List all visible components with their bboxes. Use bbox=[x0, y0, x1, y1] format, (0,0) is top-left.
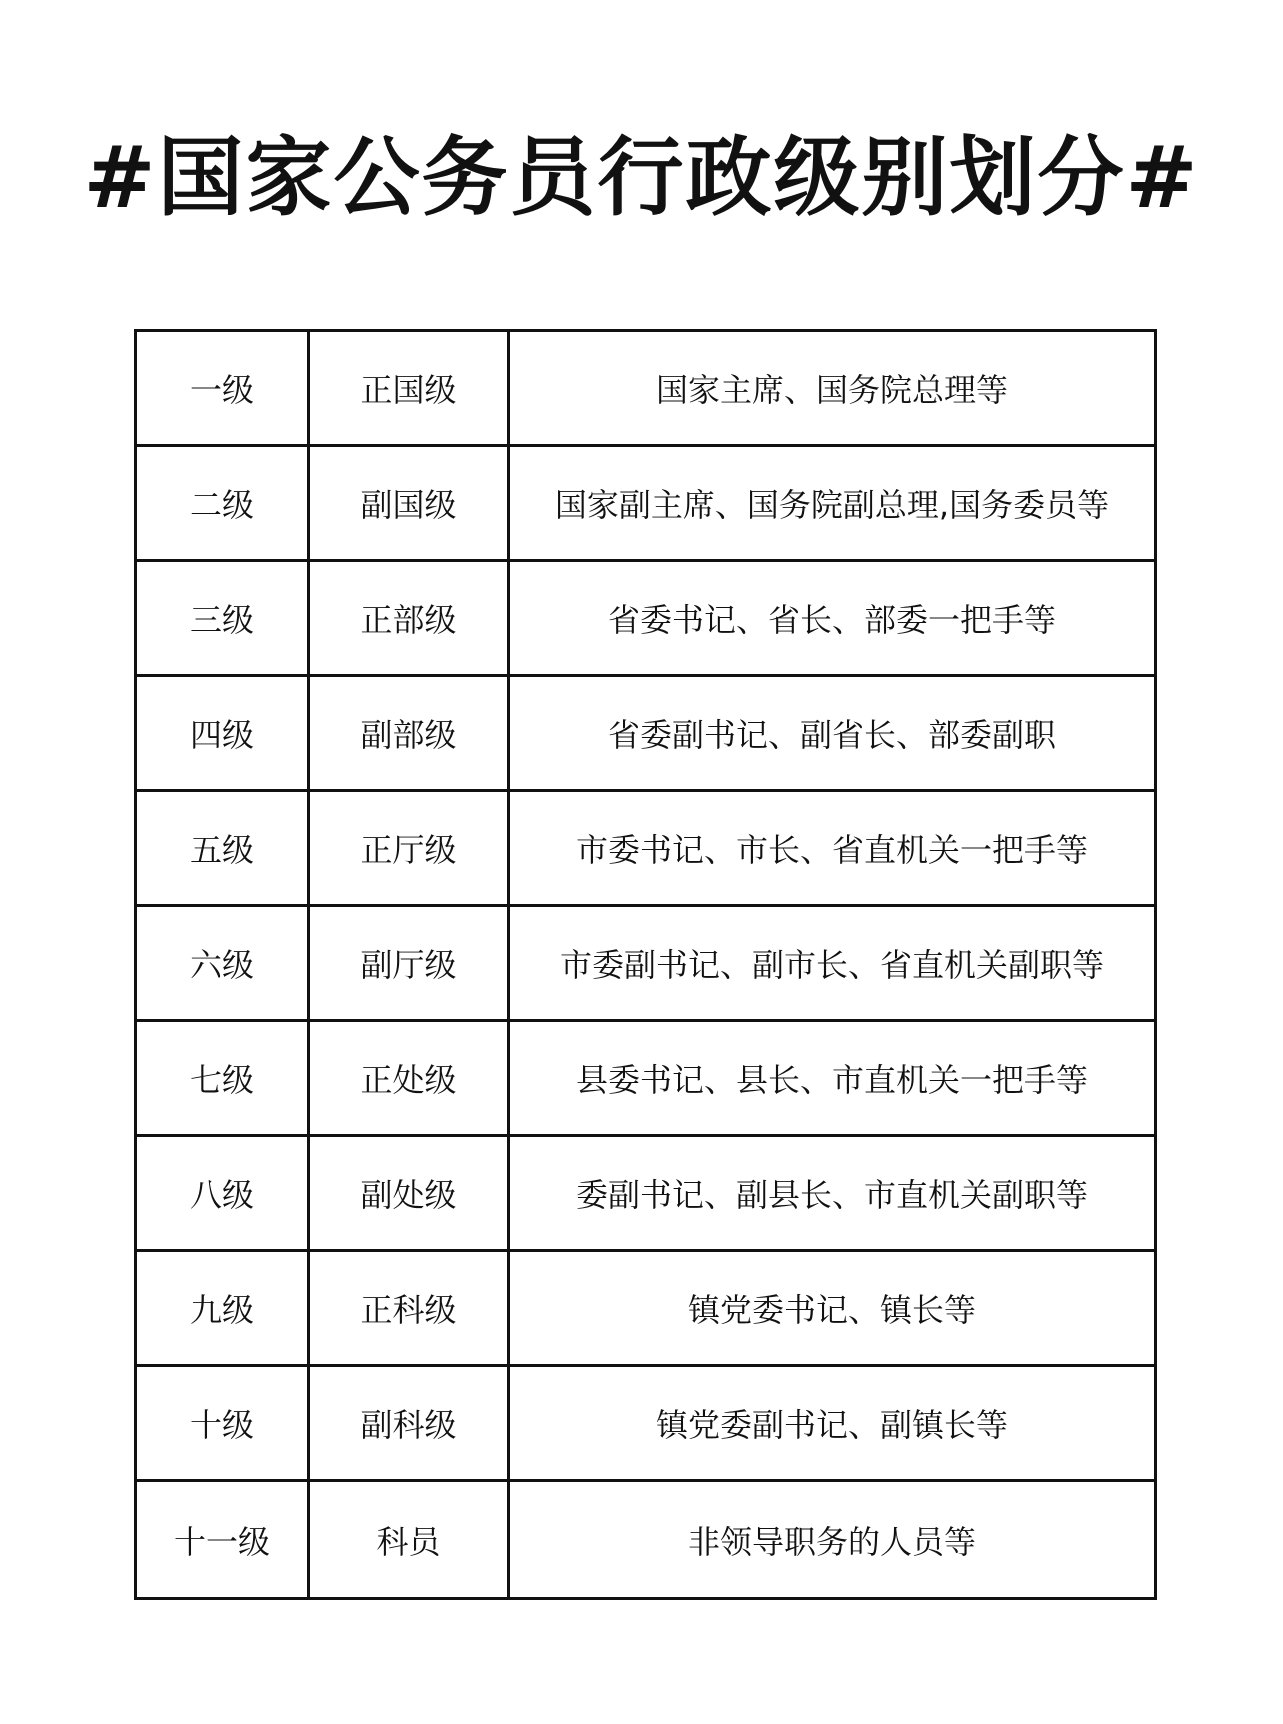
positions-cell: 国家副主席、国务院副总理,国务委员等 bbox=[509, 446, 1156, 561]
grade-cell: 正科级 bbox=[309, 1251, 509, 1366]
positions-cell: 县委书记、县长、市直机关一把手等 bbox=[509, 1021, 1156, 1136]
grade-cell: 副处级 bbox=[309, 1136, 509, 1251]
table-row bbox=[136, 791, 1156, 906]
grade-cell: 正处级 bbox=[309, 1021, 509, 1136]
table-row bbox=[136, 1366, 1156, 1481]
grade-cell: 科员 bbox=[309, 1481, 509, 1599]
grade-cell: 正部级 bbox=[309, 561, 509, 676]
grade-cell: 正国级 bbox=[309, 331, 509, 446]
table-row bbox=[136, 906, 1156, 1021]
level-cell: 十一级 bbox=[136, 1481, 309, 1599]
level-cell: 十级 bbox=[136, 1366, 309, 1481]
table-row bbox=[136, 331, 1156, 446]
grade-cell: 副科级 bbox=[309, 1366, 509, 1481]
level-cell: 九级 bbox=[136, 1251, 309, 1366]
positions-cell: 省委书记、省长、部委一把手等 bbox=[509, 561, 1156, 676]
level-cell: 八级 bbox=[136, 1136, 309, 1251]
positions-cell: 省委副书记、副省长、部委副职 bbox=[509, 676, 1156, 791]
grade-cell: 副厅级 bbox=[309, 906, 509, 1021]
level-cell: 五级 bbox=[136, 791, 309, 906]
grade-cell: 正厅级 bbox=[309, 791, 509, 906]
positions-cell: 国家主席、国务院总理等 bbox=[509, 331, 1156, 446]
table-row bbox=[136, 1251, 1156, 1366]
table-row bbox=[136, 446, 1156, 561]
table-row bbox=[136, 676, 1156, 791]
level-cell: 一级 bbox=[136, 331, 309, 446]
level-cell: 四级 bbox=[136, 676, 309, 791]
positions-cell: 非领导职务的人员等 bbox=[509, 1481, 1156, 1599]
page-title: #国家公务员行政级别划分# bbox=[83, 128, 1200, 228]
positions-cell: 镇党委副书记、副镇长等 bbox=[509, 1366, 1156, 1481]
positions-cell: 市委书记、市长、省直机关一把手等 bbox=[509, 791, 1156, 906]
level-cell: 七级 bbox=[136, 1021, 309, 1136]
table-row bbox=[136, 561, 1156, 676]
grade-cell: 副国级 bbox=[309, 446, 509, 561]
level-cell: 二级 bbox=[136, 446, 309, 561]
level-cell: 三级 bbox=[136, 561, 309, 676]
level-cell: 六级 bbox=[136, 906, 309, 1021]
table-row bbox=[136, 1136, 1156, 1251]
grade-cell: 副部级 bbox=[309, 676, 509, 791]
positions-cell: 市委副书记、副市长、省直机关副职等 bbox=[509, 906, 1156, 1021]
rank-table bbox=[134, 329, 1157, 1600]
table-row bbox=[136, 1021, 1156, 1136]
table-row bbox=[136, 1481, 1156, 1599]
positions-cell: 委副书记、副县长、市直机关副职等 bbox=[509, 1136, 1156, 1251]
positions-cell: 镇党委书记、镇长等 bbox=[509, 1251, 1156, 1366]
